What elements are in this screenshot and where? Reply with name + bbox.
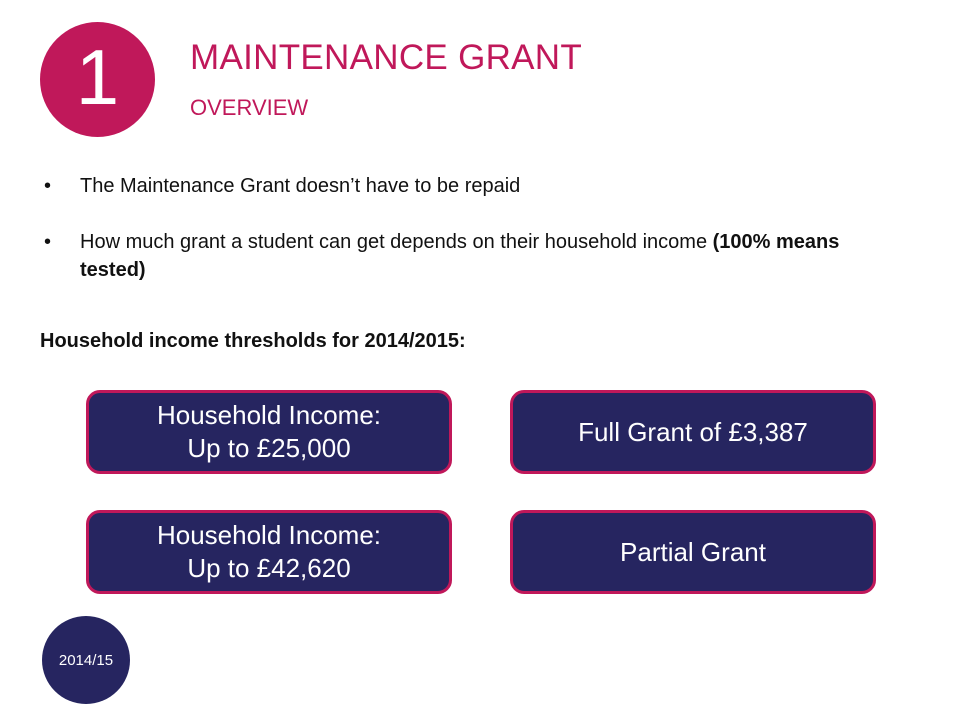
income-label: Household Income: — [156, 400, 382, 430]
thresholds-heading: Household income thresholds for 2014/2015: — [40, 330, 466, 352]
income-threshold-box-2 — [86, 510, 452, 594]
page-subtitle: OVERVIEW — [190, 95, 309, 120]
section-number-badge — [40, 22, 155, 137]
bullet-icon: • — [44, 231, 52, 253]
bullet-bold-text: (100% means tested) — [80, 231, 840, 281]
bullet-text: The Maintenance Grant doesn’t have to be repaid — [80, 175, 521, 197]
income-label: Household Income: — [156, 520, 382, 550]
list-item — [44, 228, 904, 284]
bullet-icon: • — [44, 175, 52, 197]
bullet-text: How much grant a student can get depends on their household income — [80, 231, 713, 253]
bullet-list — [44, 172, 904, 312]
income-threshold-box-1 — [86, 390, 452, 474]
grant-label: Full Grant of £3,387 — [578, 416, 808, 447]
grant-label: Partial Grant — [620, 536, 766, 567]
list-item — [44, 172, 904, 200]
income-amount: Up to £25,000 — [187, 433, 351, 463]
income-amount: Up to £42,620 — [187, 553, 351, 583]
grant-box-2 — [510, 510, 876, 594]
grant-box-1 — [510, 390, 876, 474]
section-number: 1 — [75, 32, 120, 121]
year-logo-text: 2014/15 — [58, 651, 114, 669]
page-title: MAINTENANCE GRANT — [190, 38, 583, 77]
year-logo — [42, 616, 130, 704]
